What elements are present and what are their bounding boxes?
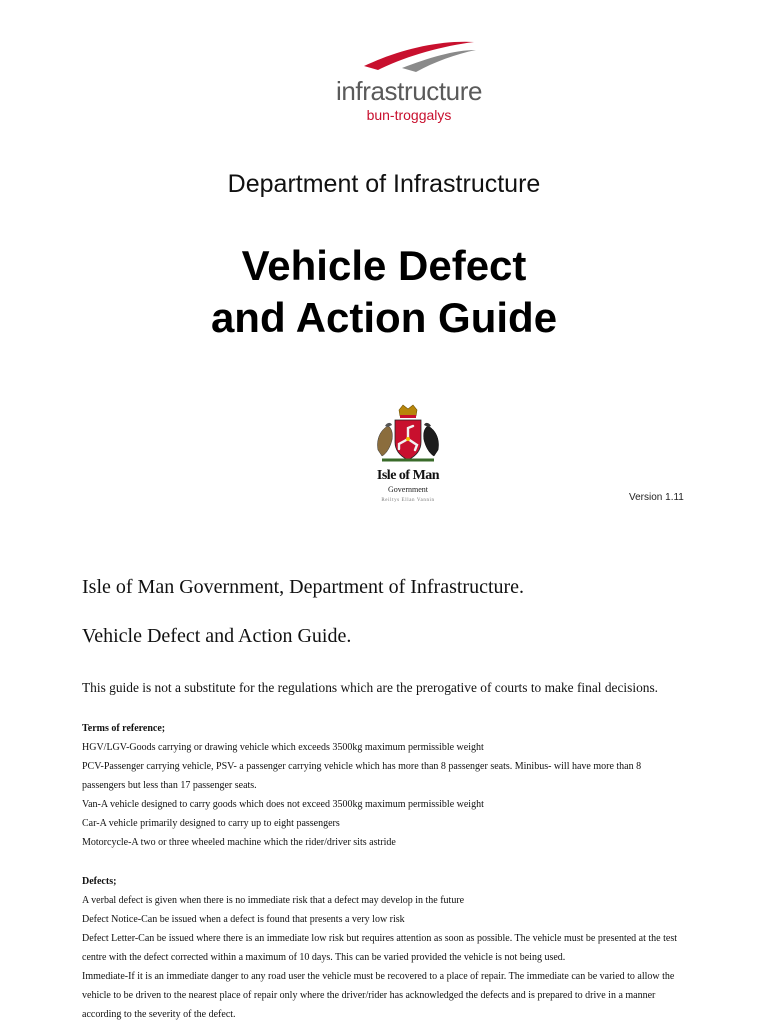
terms-line: passengers but less than 17 passenger seats.	[82, 780, 257, 791]
isle-of-man-coat-of-arms-icon	[368, 404, 448, 468]
section-heading: Vehicle Defect and Action Guide.	[82, 625, 352, 647]
logo-wordmark: infrastructure	[335, 76, 483, 106]
defects-line: centre with the defect corrected within a maximum of 10 days. This can be varied provided the vehicle is not being used.	[82, 952, 566, 963]
defects-line: vehicle to be driven to the nearest place of repair only where the driver/rider has acknowledged the defects and is prepared to drive in a manner	[82, 990, 656, 1001]
logo-tagline: bun-troggalys	[366, 107, 452, 123]
title-line: Vehicle Defect	[241, 242, 527, 289]
department-name: Department of Infrastructure	[227, 170, 541, 198]
defects-section	[82, 872, 742, 1024]
defects-line: according to the severity of the defect.	[82, 1009, 236, 1020]
section-heading: Isle of Man Government, Department of Infrastructure.	[82, 576, 525, 598]
terms-line: HGV/LGV-Goods carrying or drawing vehicle which exceeds 3500kg maximum permissible weight	[82, 742, 484, 753]
document-title	[0, 240, 768, 344]
defects-line: Immediate-If it is an immediate danger to any road user the vehicle must be recovered to a place of repair. The immediate can be varied to allow the	[82, 971, 675, 982]
terms-heading: Terms of reference;	[82, 723, 166, 734]
defects-heading: Defects;	[82, 876, 117, 887]
disclaimer-text: This guide is not a substitute for the regulations which are the prerogative of courts to make final decisions.	[82, 680, 659, 695]
swoosh-icon	[358, 36, 478, 72]
terms-line: Car-A vehicle primarily designed to carry up to eight passengers	[82, 818, 340, 829]
title-line: and Action Guide	[210, 294, 558, 341]
defects-line: A verbal defect is given when there is no immediate risk that a defect may develop in the future	[82, 895, 465, 906]
crest-name: Isle of Man	[376, 468, 440, 483]
defects-line: Defect Notice-Can be issued when a defect is found that presents a very low risk	[82, 914, 405, 925]
defects-line: Defect Letter-Can be issued where there is an immediate low risk but requires attention as soon as possible. The vehicle must be presented at the test	[82, 933, 677, 944]
terms-line: Van-A vehicle designed to carry goods which does not exceed 3500kg maximum permissible weight	[82, 799, 484, 810]
version-label: Version 1.11	[629, 492, 684, 503]
crest-government: Government	[388, 485, 428, 494]
government-crest	[368, 404, 448, 508]
terms-line: Motorcycle-A two or three wheeled machine which the rider/driver sits astride	[82, 837, 396, 848]
terms-line: PCV-Passenger carrying vehicle, PSV- a passenger carrying vehicle which has more than 8 passenger seats. Minibus- will have more than 8	[82, 761, 642, 772]
infrastructure-logo	[318, 36, 498, 128]
crest-motto: Reiltys Ellan Vannin	[381, 498, 435, 503]
terms-section	[82, 719, 742, 852]
